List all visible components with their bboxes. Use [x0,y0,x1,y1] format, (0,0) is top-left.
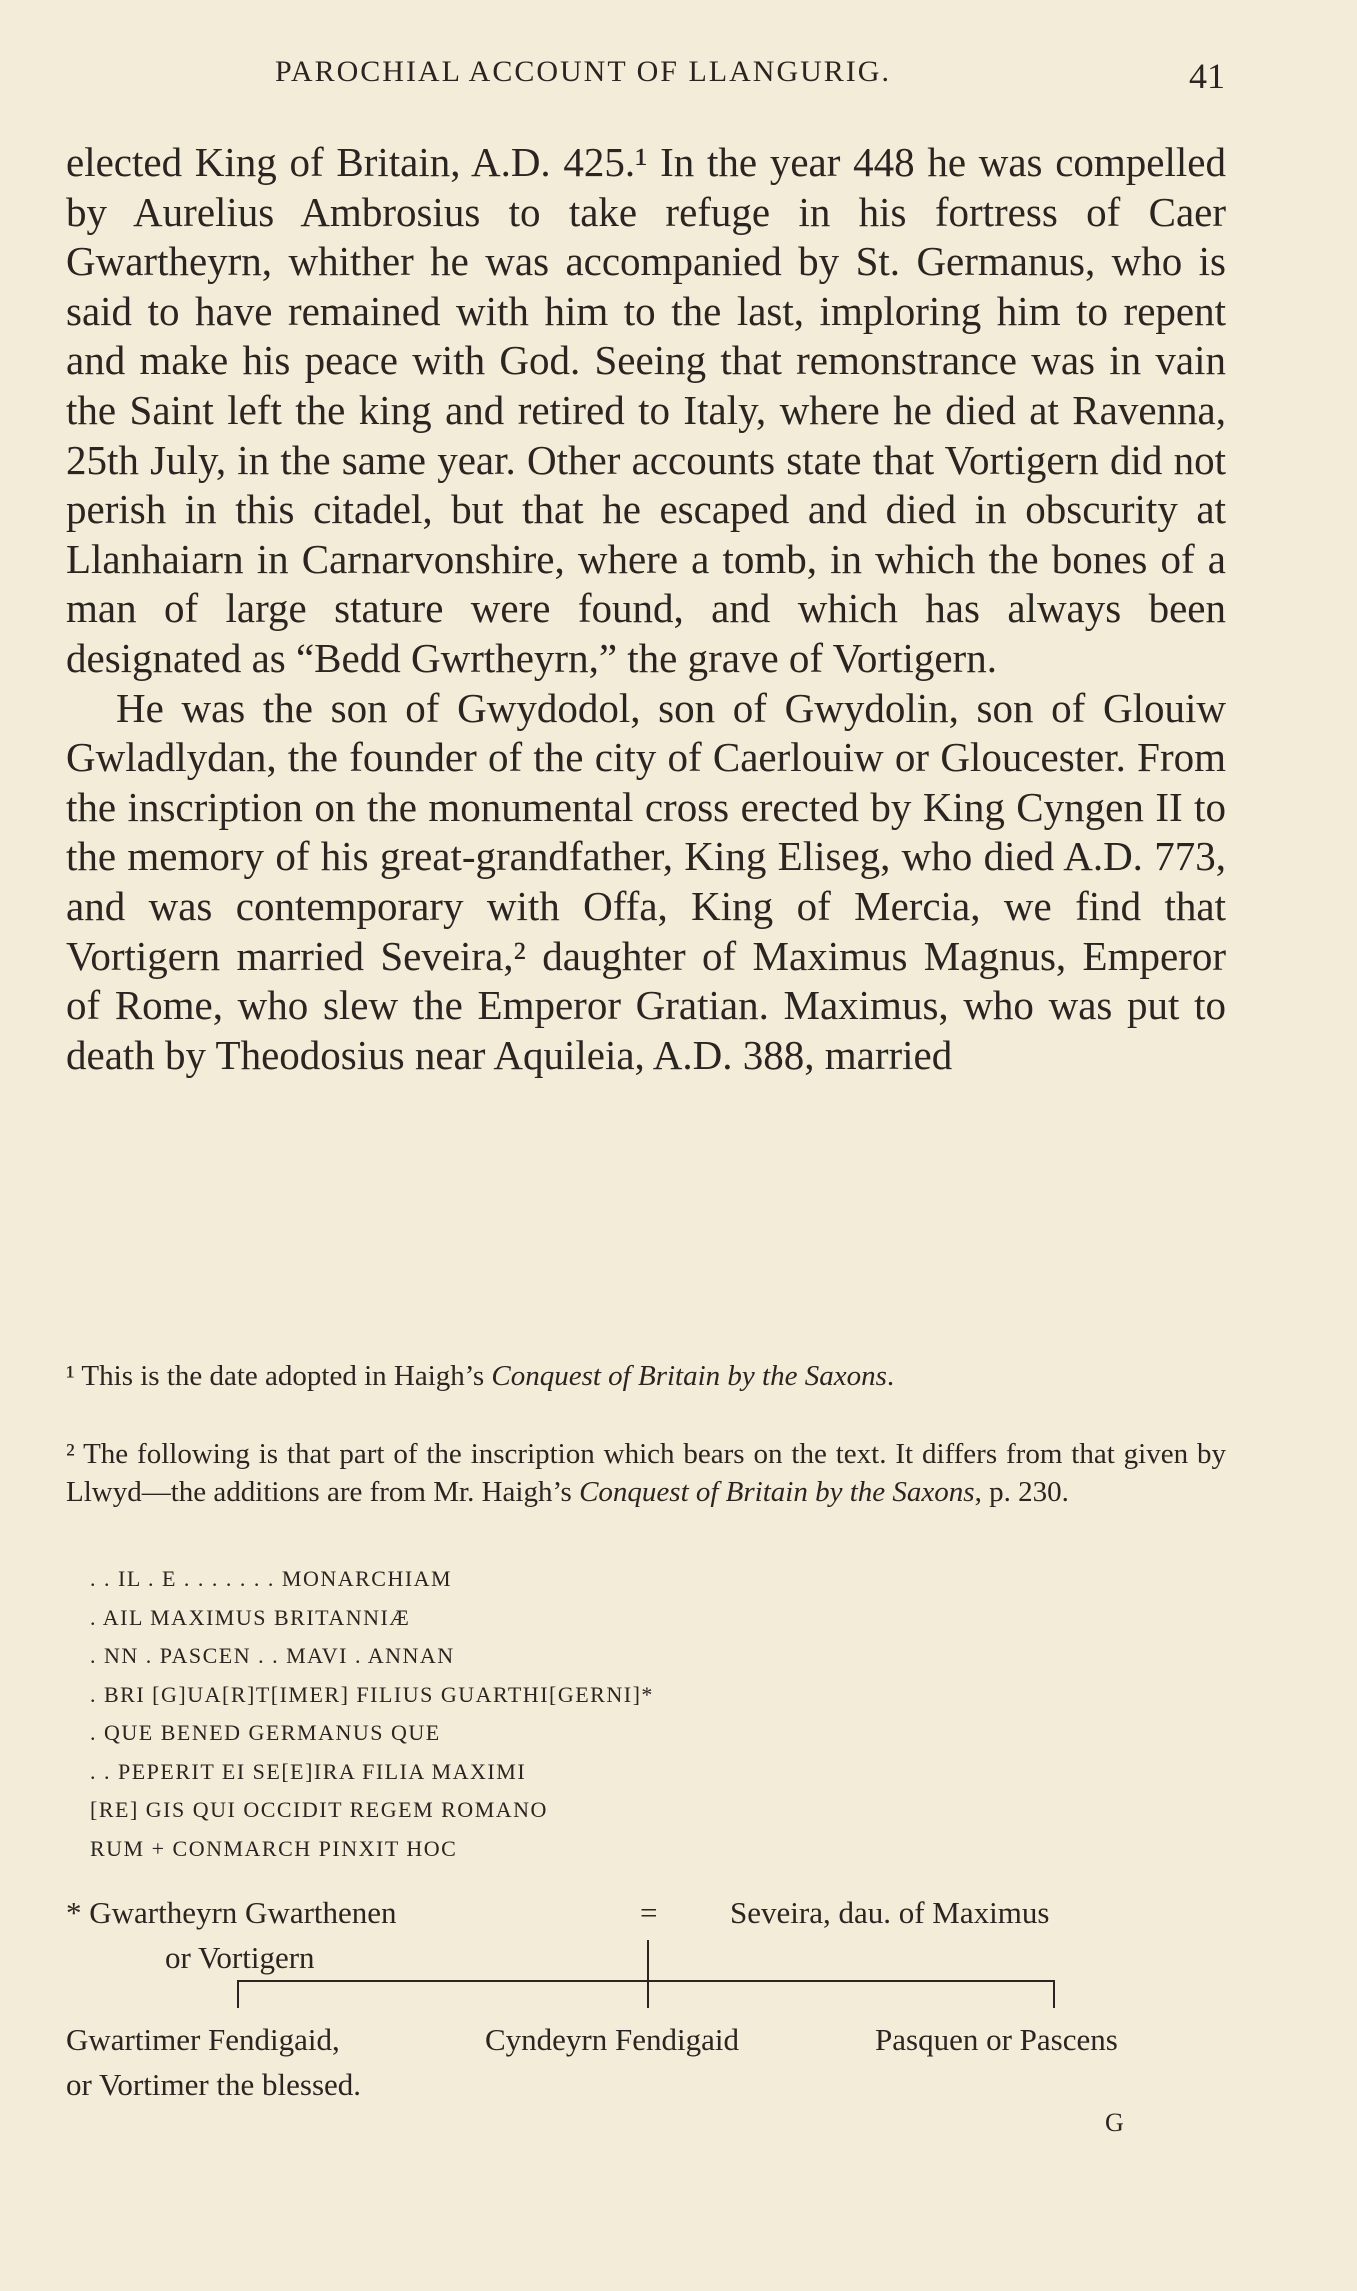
inscription-block [90,1560,990,1868]
child-1-name: Gwartimer Fendigaid, [66,2022,340,2057]
footnote-2: ² The following is that part of the inscription which bears on the text. It differs from that given by Llwyd—the additions are from Mr. Haigh’s Conquest of Britain by the Saxons, p. 230. [66,1438,1226,1508]
header-title: PAROCHIAL ACCOUNT OF LLANGURIG. [275,55,891,88]
inscription-line: [RE] GIS QUI OCCIDIT REGEM ROMANO [90,1797,548,1822]
page-number: 41 [1189,56,1225,96]
inscription-line: . NN . PASCEN . . MAVI . ANNAN [90,1643,455,1668]
paragraph-2: He was the son of Gwydodol, son of Gwydolin, son of Glouiw Gwladlydan, the founder of the city of Caerlouiw or Gloucester. From the inscription on the monumental cross erected by King Cyngen II to the memory of his great-grandfather, King Eliseg, who died A.D. 773, and was contemporary with Offa, King of Mercia, we find that Vortigern married Seveira,² daughter of Maximus Magnus, Emperor of Rome, who slew the Emperor Gratian. Maximus, who was put to death by Theodosius near Aquileia, A.D. 388, married [66,684,1226,1078]
child-drop-line [647,1980,649,2008]
inscription-line: . AIL MAXIMUS BRITANNIÆ [90,1604,411,1630]
signature-mark: G [1105,2108,1124,2137]
running-header [95,55,1255,95]
descent-line [647,1940,649,1980]
mother-name: Seveira, dau. of Maximus [730,1895,1050,1930]
father-name: * Gwartheyrn Gwarthenen [66,1895,397,1930]
father-alias: or Vortigern [165,1940,315,1975]
child-1-alias: or Vortimer the blessed. [66,2067,362,2102]
main-text [66,138,1226,1080]
inscription-line: . QUE BENED GERMANUS QUE [90,1720,441,1745]
inscription-line: . BRI [G]UA[R]T[IMER] FILIUS GUARTHI[GERNI]* [90,1681,654,1707]
inscription-line: RUM + CONMARCH PINXIT HOC [90,1835,458,1861]
paragraph-1: elected King of Britain, A.D. 425.¹ In the year 448 he was compelled by Aurelius Ambrosius to take refuge in his fortress of Caer Gwartheyrn, whither he was accompanied by St. Germanus, who is said to have remained with him to the last, imploring him to repent and make his peace with God. Seeing that remonstrance was in vain the Saint left the king and retired to Italy, where he died at Ravenna, 25th July, in the same year. Other accounts state that Vortigern did not perish in this citadel, but that he escaped and died in obscurity at Llanhaiarn in Carnarvonshire, where a tomb, in which the bones of a man of large stature were found, and which has always been designated as “Bedd Gwrtheyrn,” the grave of Vortigern. [66,139,1226,681]
marriage-equals: = [640,1895,658,1930]
inscription-line: . . PEPERIT EI SE[E]IRA FILIA MAXIMI [90,1758,527,1784]
child-2-name: Cyndeyrn Fendigaid [485,2022,739,2057]
inscription-line: . . IL . E . . . . . . . MONARCHIAM [90,1566,453,1591]
child-drop-line [1053,1980,1055,2008]
sibling-line [237,1980,1055,1982]
child-drop-line [237,1980,239,2008]
footnote-1: ¹ This is the date adopted in Haigh’s Conquest of Britain by the Saxons. [66,1360,895,1392]
child-3-name: Pasquen or Pascens [875,2022,1118,2057]
